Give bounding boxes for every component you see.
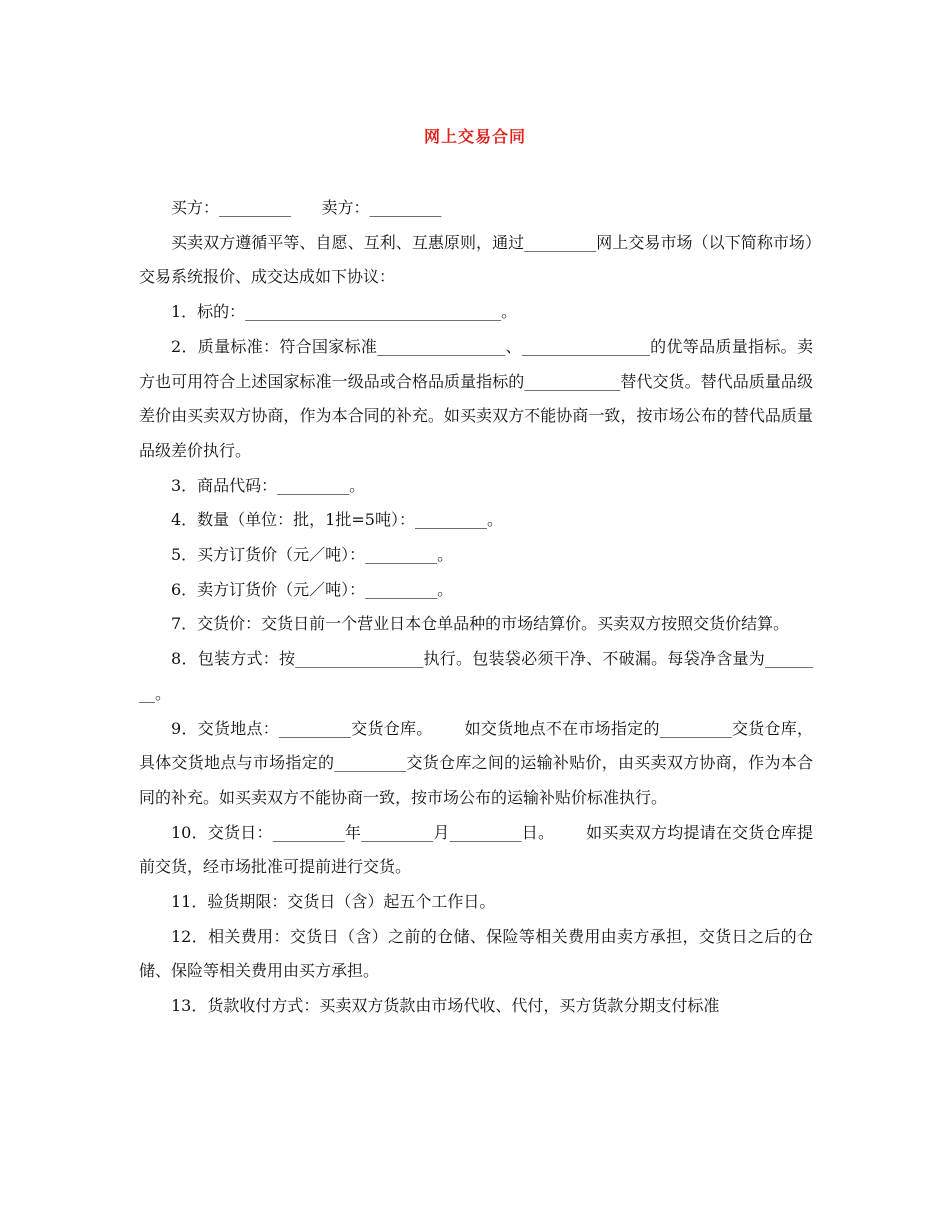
clause-8-packaging: 8．包装方式：按________________执行。包装袋必须干净、不破漏。每袋净含量为________。 <box>139 649 813 703</box>
clause-11-inspection-period: 11．验货期限：交货日（含）起五个工作日。 <box>171 892 496 912</box>
parties-line: 买方：_________ 卖方：_________ <box>171 198 442 217</box>
clause-10-delivery-date: 10．交货日：_________年_________月_________日。 如买卖双方均提请在交货仓库提前交货，经市场批准可提前进行交货。 <box>139 822 813 877</box>
clause-13-payment-method: 13．货款收付方式：买卖双方货款由市场代收、代付，买方货款分期支付标准 <box>171 996 720 1016</box>
document-title: 网上交易合同 <box>423 127 526 146</box>
clause-12-related-fees: 12．相关费用：交货日（含）之前的仓储、保险等相关费用由卖方承担，交货日之后的仓储、保险等相关费用由买方承担。 <box>139 926 813 981</box>
clause-3-product-code: 3．商品代码：_________。 <box>171 475 366 495</box>
clause-9-delivery-location: 9．交货地点：_________交货仓库。 如交货地点不在市场指定的_________交货仓库，具体交货地点与市场指定的_________交货仓库之间的运输补贴价，由买卖双方协商，作为本合同的补充。如买卖双方不能协商一致，按市场公布的运输补贴价标准执行。 <box>139 718 813 807</box>
preamble-paragraph: 买卖双方遵循平等、自愿、互利、互惠原则，通过_________网上交易市场（以下简称市场）交易系统报价、成交达成如下协议： <box>139 232 813 287</box>
clause-1-subject: 1．标的：________________________________。 <box>171 302 518 322</box>
clause-2-quality-standard: 2．质量标准：符合国家标准________________、________________的优等品质量指标。卖方也可用符合上述国家标准一级品或合格品质量指标的____________替代交货。替代品质量品级差价由买卖双方协商，作为本合同的补充。如买卖双方不能协商一致，按市场公布的替代品质量品级差价执行。 <box>139 336 813 460</box>
clause-6-seller-price: 6．卖方订货价（元／吨）：_________。 <box>171 579 454 599</box>
clause-4-quantity: 4．数量（单位：批，1批=5吨）：_________。 <box>171 510 503 530</box>
clause-7-delivery-price: 7．交货价：交货日前一个营业日本仓单品种的市场结算价。买卖双方按照交货价结算。 <box>171 614 790 634</box>
contract-body <box>139 191 813 1024</box>
clause-5-buyer-price: 5．买方订货价（元／吨）：_________。 <box>171 545 454 565</box>
